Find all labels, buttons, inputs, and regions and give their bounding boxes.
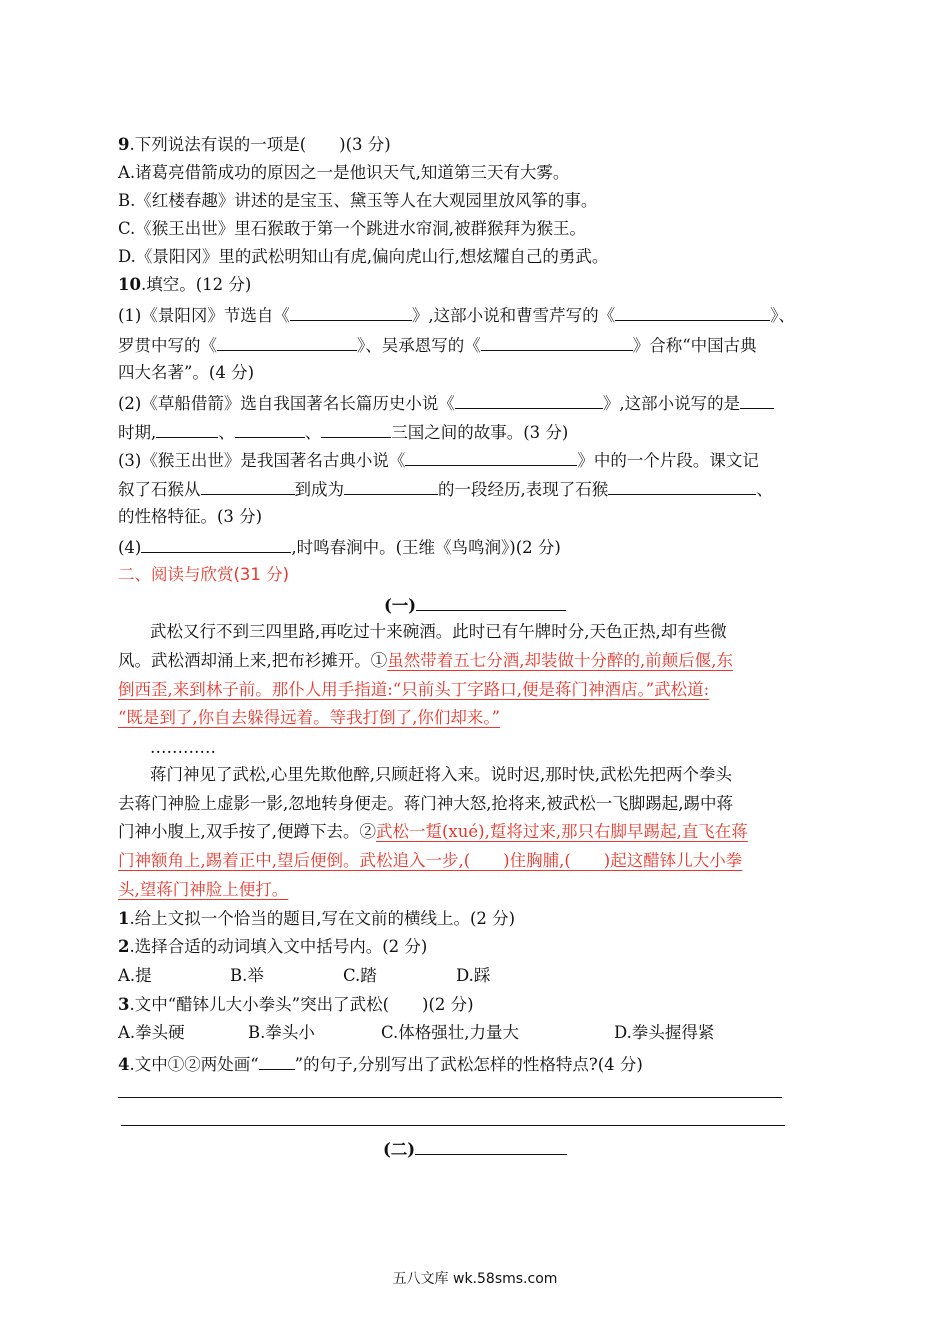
q10-part3-line2: 叙了石猴从 到成为 的一段经历,表现了石猴 、 bbox=[118, 480, 773, 499]
q3-option: A.拳头硬 bbox=[118, 1023, 185, 1042]
passage-line: 去蒋门神脸上虚影一影,忽地转身便走。蒋门神大怒,抢将来,被武松一飞脚踢起,踢中蒋 bbox=[118, 794, 733, 813]
q9-option-b: B.《红楼春趣》讲述的是宝玉、黛玉等人在大观园里放风筝的事。 bbox=[118, 191, 598, 210]
answer-blank[interactable] bbox=[615, 304, 770, 321]
q9-option-d: D.《景阳冈》里的武松明知山有虎,偏向虎山行,想炫耀自己的勇武。 bbox=[118, 247, 609, 266]
answer-blank[interactable] bbox=[405, 449, 577, 466]
answer-blank[interactable] bbox=[235, 421, 305, 438]
ellipsis: ………… bbox=[150, 738, 216, 757]
q9-option-c: C.《猴王出世》里石猴敢于第一个跳进水帘洞,被群猴拜为猴王。 bbox=[118, 219, 587, 238]
reading-q4: 4.文中①②两处画“ ”的句子,分别写出了武松怎样的性格特点?(4 分) bbox=[118, 1055, 643, 1074]
answer-blank[interactable] bbox=[156, 421, 218, 438]
passage-line: 武松又行不到三四里路,再吃过十来碗酒。此时已有午牌时分,天色正热,却有些微 bbox=[150, 622, 727, 641]
underlined-sentence-1: 虽然带着五七分酒,却装做十分醉的,前颠后偃,东 bbox=[387, 651, 733, 670]
passage-title: (一) bbox=[0, 594, 950, 616]
underlined-sentence-1: “既是到了,你自去躲得远着。等我打倒了,你们却来。” bbox=[118, 708, 501, 727]
underlined-sentence-2: 门神额角上,踢着正中,望后便倒。武松追入一步,( )住胸脯,( )起这醋钵儿大小拳 bbox=[118, 851, 743, 870]
answer-blank[interactable] bbox=[217, 334, 357, 351]
q3-option: C.体格强壮,力量大 bbox=[381, 1023, 520, 1042]
reading-q1: 1.给上文拟一个恰当的题目,写在文前的横线上。(2 分) bbox=[118, 909, 516, 928]
title-blank[interactable] bbox=[415, 1138, 567, 1155]
q10-part4: (4) ,时鸣春涧中。(王维《鸟鸣涧》)(2 分) bbox=[118, 538, 561, 557]
answer-line[interactable] bbox=[121, 1125, 785, 1126]
q10-part2-line1: (2)《草船借箭》选自我国著名长篇历史小说《 》,这部小说写的是 bbox=[118, 392, 774, 414]
q10-part1-line3: 四大名著”。(4 分) bbox=[118, 363, 255, 382]
underline-mark bbox=[259, 1053, 295, 1070]
reading-q2: 2.选择合适的动词填入文中括号内。(2 分) bbox=[118, 937, 428, 956]
q2-option: B.举 bbox=[230, 966, 264, 985]
q10-part1-line1: (1)《景阳冈》节选自《 》,这部小说和曹雪芹写的《 》、 bbox=[118, 306, 795, 325]
q3-option: B.拳头小 bbox=[248, 1023, 315, 1042]
q2-option: D.踩 bbox=[456, 966, 491, 985]
passage-line: 蒋门神见了武松,心里先欺他醉,只顾赶将入来。说时迟,那时快,武松先把两个拳头 bbox=[150, 765, 732, 784]
answer-blank[interactable] bbox=[141, 536, 291, 553]
reading-q3: 3.文中“醋钵儿大小拳头”突出了武松( )(2 分) bbox=[118, 995, 474, 1014]
answer-blank[interactable] bbox=[321, 421, 391, 438]
section-heading: 二、阅读与欣赏(31 分) bbox=[118, 565, 290, 584]
q9-stem: 9.下列说法有误的一项是( )(3 分) bbox=[118, 135, 391, 154]
answer-blank[interactable] bbox=[344, 478, 438, 495]
passage-title: (二) bbox=[0, 1138, 950, 1160]
q10-part2-line2: 时期, 、 、 三国之间的故事。(3 分) bbox=[118, 423, 569, 442]
q3-option: D.拳头握得紧 bbox=[614, 1023, 715, 1042]
q2-option: C.踏 bbox=[343, 966, 377, 985]
answer-line[interactable] bbox=[118, 1097, 782, 1098]
q10-part3-line1: (3)《猴王出世》是我国著名古典小说《 》中的一个片段。课文记 bbox=[118, 451, 759, 470]
q10-part3-line3: 的性格特征。(3 分) bbox=[118, 507, 263, 526]
answer-blank[interactable] bbox=[740, 392, 774, 409]
answer-blank[interactable] bbox=[201, 478, 295, 495]
answer-blank[interactable] bbox=[608, 478, 756, 495]
answer-blank[interactable] bbox=[455, 392, 603, 409]
q10-stem: 10.填空。(12 分) bbox=[118, 275, 252, 294]
underlined-sentence-2: 头,望蒋门神脸上便打。 bbox=[118, 880, 289, 899]
underlined-sentence-1: 倒西歪,来到林子前。那仆人用手指道:“只前头丁字路口,便是蒋门神酒店。”武松道: bbox=[118, 680, 710, 699]
q9-option-a: A.诸葛亮借箭成功的原因之一是他识天气,知道第三天有大雾。 bbox=[118, 163, 570, 182]
q10-part1-line2: 罗贯中写的《 》、吴承恩写的《 》合称“中国古典 bbox=[118, 336, 757, 355]
q2-option: A.提 bbox=[118, 966, 152, 985]
underlined-sentence-2: 武松一踅(xué),踅将过来,那只右脚早踢起,直飞在蒋 bbox=[376, 822, 748, 841]
passage-line: 风。武松酒却涌上来,把布衫摊开。①虽然带着五七分酒,却装做十分醉的,前颠后偃,东 bbox=[118, 651, 733, 670]
footer-watermark: 五八文库 wk.58sms.com bbox=[392, 1271, 558, 1287]
answer-blank[interactable] bbox=[290, 304, 412, 321]
passage-line: 门神小腹上,双手按了,便蹲下去。②武松一踅(xué),踅将过来,那只右脚早踢起,直飞在蒋 bbox=[118, 822, 748, 841]
title-blank[interactable] bbox=[416, 594, 566, 611]
answer-blank[interactable] bbox=[481, 334, 633, 351]
